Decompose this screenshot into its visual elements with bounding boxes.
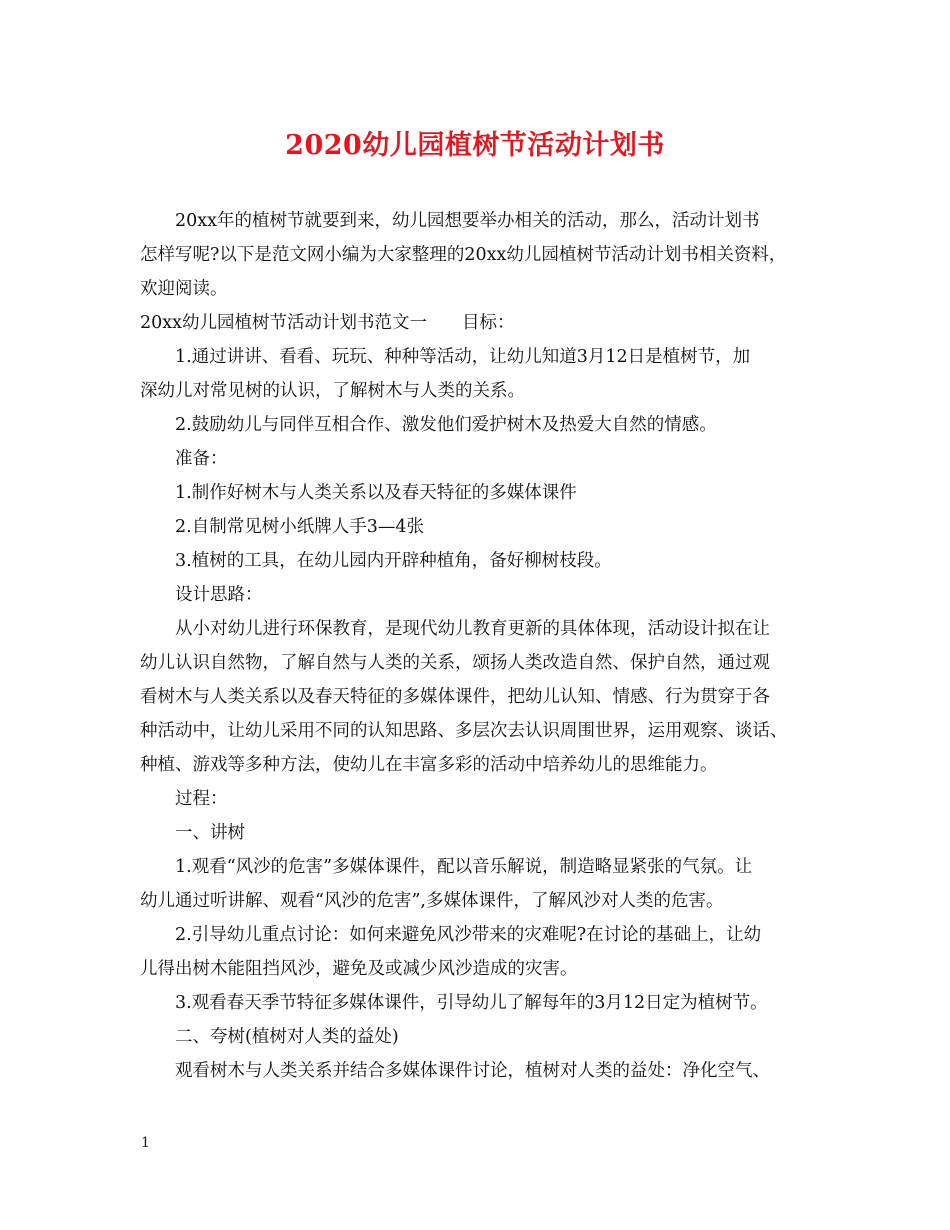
paragraph-line [140,1054,820,1088]
line-text: 儿得出树木能阻挡风沙，避免及或减少风沙造成的灾害。 [140,959,578,979]
section-label [140,782,820,816]
line-text: 欢迎阅读。 [140,279,228,299]
line-text: 幼儿通过听讲解、观看“风沙的危害”,多媒体课件，了解风沙对人类的危害。 [140,891,724,911]
paragraph-line [140,850,820,884]
section-label [140,442,820,476]
subsection-heading [140,816,820,850]
paragraph-line [140,918,820,952]
line-text: 2.鼓励幼儿与同伴互相合作、激发他们爱护树木及热爱大自然的情感。 [175,415,717,435]
paragraph-line [140,680,820,714]
document-body [140,204,820,1088]
line-text: 准备： [175,449,228,469]
line-text: 1.观看“风沙的危害”多媒体课件，配以音乐解说，制造略显紧张的气氛。让 [175,857,753,877]
paragraph-line [140,238,820,272]
line-text: 1.通过讲讲、看看、玩玩、种种等活动，让幼儿知道3月12日是植树节，加 [175,347,751,367]
section-heading-line [140,306,820,340]
line-text: 3.植树的工具，在幼儿园内开辟种植角，备好柳树枝段。 [175,551,612,571]
line-text: 20xx幼儿园植树节活动计划书范文一 目标： [140,313,515,333]
line-text: 种活动中，让幼儿采用不同的认知思路、多层次去认识周围世界，运用观察、谈话、 [140,721,788,741]
line-text: 幼儿认识自然物，了解自然与人类的关系，颂扬人类改造自然、保护自然，通过观 [140,653,770,673]
line-text: 过程： [175,789,228,809]
line-text: 20xx年的植树节就要到来，幼儿园想要举办相关的活动，那么，活动计划书 [175,211,760,231]
paragraph-line [140,714,820,748]
line-text: 从小对幼儿进行环保教育，是现代幼儿教育更新的具体体现，活动设计拟在让 [175,619,770,639]
line-text: 深幼儿对常见树的认识，了解树木与人类的关系。 [140,381,525,401]
document-title: 2020幼儿园植树节活动计划书 [285,130,665,161]
page-number: 1 [141,1135,150,1151]
line-text: 2.引导幼儿重点讨论：如何来避免风沙带来的灾难呢?在讨论的基础上，让幼 [175,925,762,945]
line-text: 二、夸树(植树对人类的益处) [175,1027,399,1047]
paragraph-line [140,748,820,782]
line-text: 怎样写呢?以下是范文网小编为大家整理的20xx幼儿园植树节活动计划书相关资料， [140,245,787,265]
paragraph-line [140,884,820,918]
paragraph-line [140,204,820,238]
list-item [140,544,820,578]
paragraph-line [140,408,820,442]
line-text: 观看树木与人类关系并结合多媒体课件讨论，植树对人类的益处：净化空气、 [175,1061,770,1081]
line-text: 种植、游戏等多种方法，使幼儿在丰富多彩的活动中培养幼儿的思维能力。 [140,755,718,775]
paragraph-line [140,952,820,986]
line-text: 3.观看春天季节特征多媒体课件，引导幼儿了解每年的3月12日定为植树节。 [175,993,768,1013]
line-text: 看树木与人类关系以及春天特征的多媒体课件，把幼儿认知、情感、行为贯穿于各 [140,687,770,707]
paragraph-line [140,646,820,680]
list-item [140,476,820,510]
paragraph-line [140,612,820,646]
subsection-heading [140,1020,820,1054]
line-text: 一、讲树 [175,823,245,843]
section-label [140,578,820,612]
list-item [140,510,820,544]
paragraph-line [140,340,820,374]
paragraph-line [140,272,820,306]
line-text: 2.自制常见树小纸牌人手3—4张 [175,517,424,537]
paragraph-line [140,374,820,408]
line-text: 设计思路： [175,585,263,605]
paragraph-line [140,986,820,1020]
line-text: 1.制作好树木与人类关系以及春天特征的多媒体课件 [175,483,577,503]
